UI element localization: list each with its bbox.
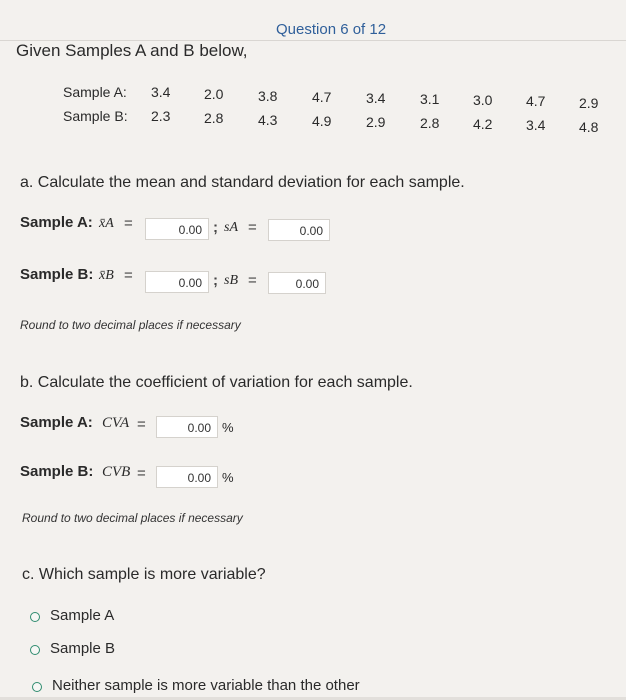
radio-button[interactable] bbox=[30, 645, 40, 655]
mean-b-input[interactable]: 0.00 bbox=[145, 271, 209, 293]
sample-a-value: 3.1 bbox=[420, 91, 440, 107]
part-c-prompt: c. Which sample is more variable? bbox=[22, 566, 266, 583]
option-label[interactable]: Sample B bbox=[50, 640, 116, 657]
sample-b-row-label: Sample B: bbox=[63, 108, 128, 124]
equals-sign: = bbox=[248, 219, 257, 236]
sd-b-input[interactable]: 0.00 bbox=[268, 272, 326, 294]
sample-a-value: 4.7 bbox=[312, 89, 332, 105]
mean-a-input[interactable]: 0.00 bbox=[145, 218, 209, 240]
part-b-prompt: b. Calculate the coefficient of variation for each sample. bbox=[20, 374, 413, 391]
part-a-prompt: a. Calculate the mean and standard deviation for each sample. bbox=[20, 174, 465, 191]
sample-b-value: 2.8 bbox=[204, 110, 224, 126]
sample-a-value: 2.9 bbox=[579, 95, 599, 111]
sample-b-value: 3.4 bbox=[526, 117, 546, 133]
sample-b-value: 4.9 bbox=[312, 113, 332, 129]
radio-button[interactable] bbox=[32, 682, 42, 692]
sample-b-value: 2.9 bbox=[366, 114, 386, 130]
percent-sign: % bbox=[222, 420, 234, 435]
option-label[interactable]: Neither sample is more variable than the other bbox=[52, 677, 360, 694]
cv-b-input[interactable]: 0.00 bbox=[156, 466, 218, 488]
sd-a-symbol: sA bbox=[224, 220, 238, 235]
radio-button[interactable] bbox=[30, 612, 40, 622]
sample-a-value: 2.0 bbox=[204, 86, 224, 102]
sample-a-value: 3.4 bbox=[151, 84, 171, 100]
part-b-sample-a-label: Sample A: bbox=[20, 414, 93, 431]
sample-b-value: 4.3 bbox=[258, 112, 278, 128]
sample-a-value: 3.0 bbox=[473, 92, 493, 108]
sample-a-value: 4.7 bbox=[526, 93, 546, 109]
sample-a-row-label: Sample A: bbox=[63, 84, 127, 100]
rounding-note: Round to two decimal places if necessary bbox=[20, 318, 241, 332]
equals-sign: = bbox=[248, 272, 257, 289]
mean-a-symbol: x̄A bbox=[99, 216, 114, 231]
sample-a-value: 3.4 bbox=[366, 90, 386, 106]
equals-sign: = bbox=[137, 465, 146, 482]
sd-b-symbol: sB bbox=[224, 273, 238, 288]
sd-a-input[interactable]: 0.00 bbox=[268, 219, 330, 241]
question-counter: Question 6 of 12 bbox=[276, 21, 387, 38]
equals-sign: = bbox=[124, 215, 133, 232]
equals-sign: = bbox=[137, 416, 146, 433]
separator: ; bbox=[213, 219, 218, 236]
option-label[interactable]: Sample A bbox=[50, 607, 115, 624]
mean-b-symbol: x̄B bbox=[99, 268, 114, 283]
sample-a-value: 3.8 bbox=[258, 88, 278, 104]
equals-sign: = bbox=[124, 267, 133, 284]
sample-b-value: 2.3 bbox=[151, 108, 171, 124]
cv-a-symbol: CVA bbox=[102, 415, 130, 431]
sample-b-value: 2.8 bbox=[420, 115, 440, 131]
percent-sign: % bbox=[222, 470, 234, 485]
cv-a-input[interactable]: 0.00 bbox=[156, 416, 218, 438]
part-a-sample-b-label: Sample B: bbox=[20, 266, 94, 283]
intro-text: Given Samples A and B below, bbox=[16, 41, 248, 60]
separator: ; bbox=[213, 272, 218, 289]
part-a-sample-a-label: Sample A: bbox=[20, 214, 93, 231]
rounding-note: Round to two decimal places if necessary bbox=[22, 511, 243, 525]
sample-b-value: 4.8 bbox=[579, 119, 599, 135]
sample-b-value: 4.2 bbox=[473, 116, 493, 132]
cv-b-symbol: CVB bbox=[102, 464, 131, 480]
part-b-sample-b-label: Sample B: bbox=[20, 463, 94, 480]
